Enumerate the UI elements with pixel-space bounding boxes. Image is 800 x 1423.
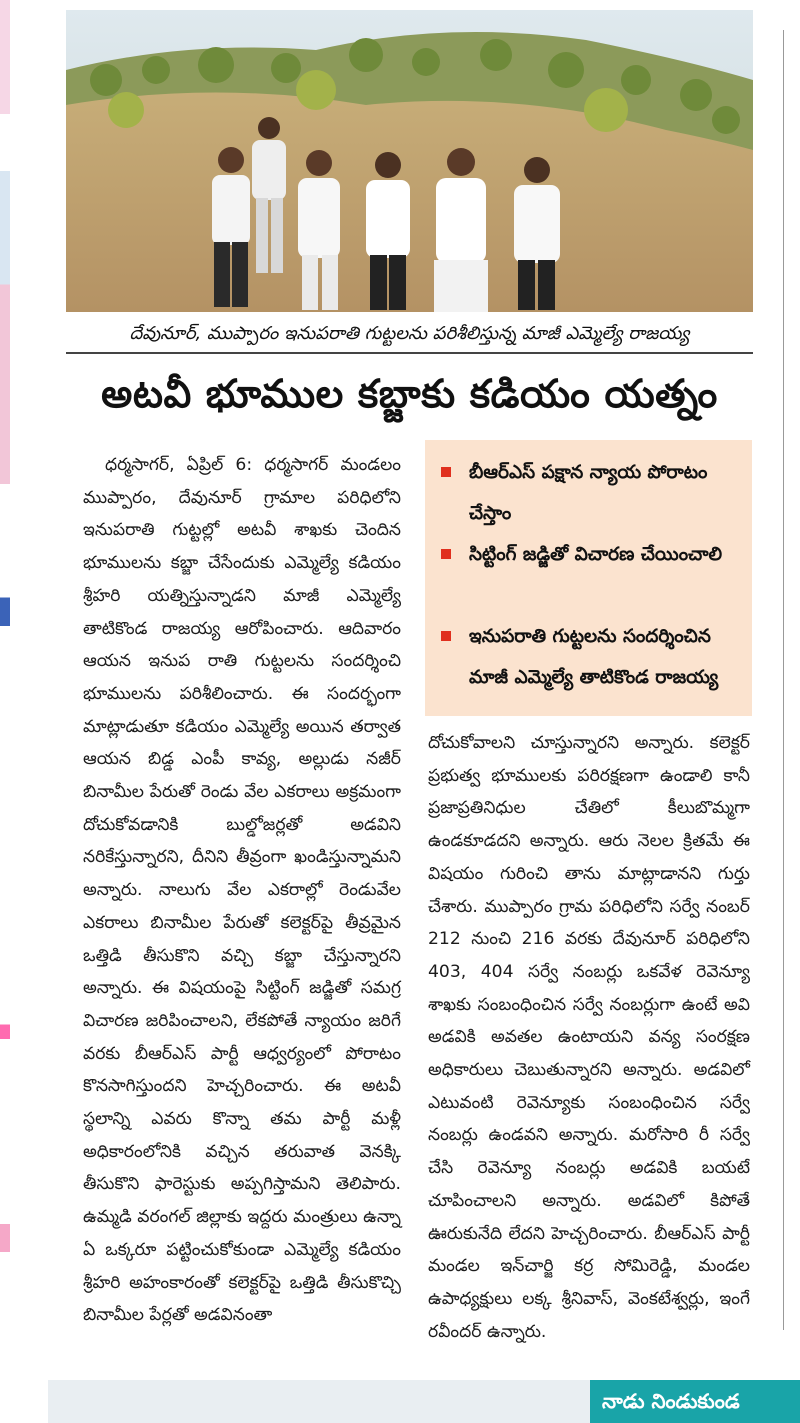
column-divider: [783, 30, 784, 1330]
headline: అటవీ భూముల కబ్జాకు కడియం యత్నం: [101, 372, 718, 417]
photo-of-men-inspecting-hillside-icon: [66, 10, 753, 312]
bullet-icon: [441, 549, 451, 559]
bullet-icon: [441, 467, 451, 477]
photo-caption: దేవునూర్, ముప్పారం ఇనుపరాతి గుట్టలను పరిశీలిస్తున్న మాజీ ఎమ్మెల్యే రాజయ్య: [66, 316, 753, 354]
article-paragraph: ధర్మసాగర్, ఏప్రిల్ 6: ధర్మసాగర్ మండలం ముప్పారం, దేవునూర్ గ్రామాల పరిధిలోని ఇనుపరాతి గుట్టల్లో అటవీ శాఖకు చెందిన భూములను కబ్జా చేసేందుకు ఎమ్మెల్యే కడియం శ్రీహరి యత్నిస్తున్నాడని మాజీ ఎమ్మెల్యే తాటికొండ రాజయ్య ఆరోపించారు. ఆదివారం ఆయన ఇనుప రాతి గుట్టలను సందర్శించి భూములను పరిశీలించారు. ఈ సందర్భంగా మాట్లాడుతూ కడియం ఎమ్మెల్యే అయిన తర్వాత ఆయన బిడ్డ ఎంపీ కావ్య, అల్లుడు నజీర్ బినామీల పేరుతో రెండు వేల ఎకరాలు అక్రమంగా దోచుకోవడానికి బుల్డోజర్లతో అడవిని నరికేస్తున్నారని, దీనిని తీవ్రంగా ఖండిస్తున్నామని అన్నారు. నాలుగు వేల ఎకరాల్లో రెండువేల ఎకరాలు బినామీల పేరుతో కలెక్టర్‌పై తీవ్రమైన ఒత్తిడి తీసుకొని వచ్చి కబ్జా చేస్తున్నారని అన్నారు. ఈ విషయంపై సిట్టింగ్ జడ్జితో సమగ్ర విచారణ జరిపించాలని, లేకపోతే న్యాయం జరిగే వరకు బీఆర్ఎస్ పార్టీ ఆధ్వర్యంలో పోరాటం కొనసాగిస్తుందని హెచ్చరించారు. ఈ అటవీ స్థలాన్ని ఎవరు కొన్నా తమ పార్టీ మళ్లీ అధికారంలోనికి వచ్చిన తరువాత వెనక్కి తీసుకొని ఫారెస్టుకు అప్పగిస్తామని తెలిపారు. ఉమ్మడి వరంగల్ జిల్లాకు ఇద్దరు మంత్రులు ఉన్నా ఏ ఒక్కరూ పట్టించుకోకుండా ఎమ్మెల్యే కడియం శ్రీహరి అహంకారంతో కలెక్టర్‌పై ఒత్తిడి తీసుకొచ్చి బినామీల పేర్లతో అడవినంతా: [83, 455, 401, 1326]
highlight-item: సిట్టింగ్ జడ్జితో విచారణ చేయించాలి: [441, 534, 741, 575]
article-paragraph: దోచుకోవాలని చూస్తున్నారని అన్నారు. కలెక్టర్ ప్రభుత్వ భూములకు పరిరక్షణగా ఉండాలి కానీ ప్రజాప్రతినిధుల చేతిలో కీలుబొమ్మగా ఉండకూడదని అన్నారు. ఆరు నెలల క్రితమే ఈ విషయం గురించి తాను మాట్లాడానని గుర్తు చేశారు. ముప్పారం గ్రామ పరిధిలోని సర్వే నంబర్ 212 నుంచి 216 వరకు దేవునూర్ పరిధిలోని 403, 404 సర్వే నంబర్లు ఒకవేళ రెవెన్యూ శాఖకు సంబంధించిన సర్వే నంబర్లుగా ఉంటే అవి అడవికి అవతల ఉంటాయని వన్య సంరక్షణ అధికారులు చెబుతున్నారని అన్నారు. అడవిలో ఎటువంటి రెవెన్యూకు సంబంధించిన సర్వే నంబర్లు ఉండవని అన్నారు. మరోసారి రీ సర్వే చేసి రెవెన్యూ నంబర్లు అడవికి బయటే చూపించాలని అన్నారు. అడవిలో కిపోతే ఊరుకునేది లేదని హెచ్చరించారు. బీఆర్ఎస్ పార్టీ మండల ఇన్‌చార్జి కర్ర సోమిరెడ్డి, మండల ఉపాధ్యక్షులు లక్క శ్రీనివాస్, వెంకటేశ్వర్లు, ఇంగే రవీందర్ ఉన్నారు.: [428, 733, 750, 1342]
highlight-item: ఇనుపరాతి గుట్టలను సందర్శించిన మాజీ ఎమ్మెల్యే తాటికొండ రాజయ్య: [441, 616, 741, 698]
left-edge-strip: [0, 0, 10, 1423]
news-photo: [66, 10, 753, 312]
next-article-label: నాడు నిండుకుండ: [590, 1380, 800, 1423]
article-column-left: [83, 449, 401, 1357]
bullet-icon: [441, 631, 451, 641]
highlight-item: బీఆర్ఎస్ పక్షాన న్యాయ పోరాటం చేస్తాం: [441, 452, 741, 534]
highlights-box: [425, 440, 752, 716]
article-column-right: [428, 727, 750, 1357]
